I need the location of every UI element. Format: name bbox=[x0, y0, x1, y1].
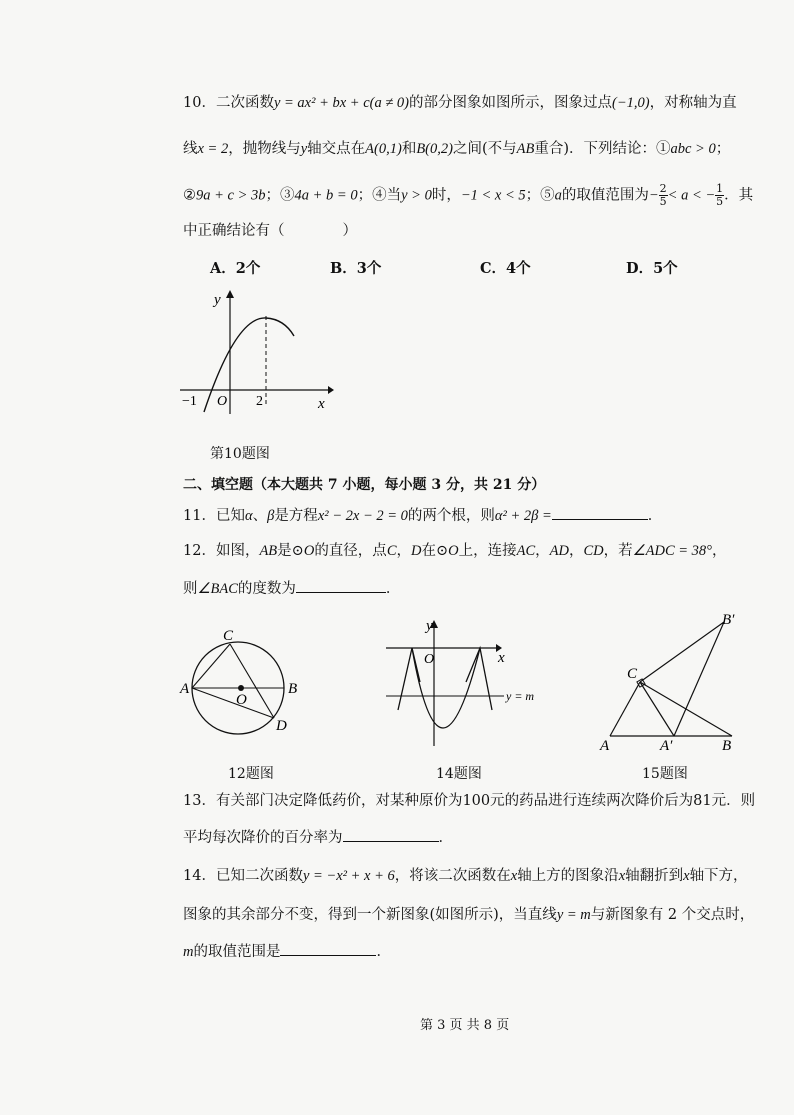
q12-var: CD bbox=[583, 543, 604, 559]
q11-equation: x² − 2x − 2 = 0 bbox=[317, 508, 408, 524]
side-ca-prime bbox=[640, 682, 674, 736]
q11-alpha: α bbox=[244, 508, 253, 524]
parabola-curve bbox=[412, 648, 480, 728]
q12-var: D bbox=[410, 543, 422, 559]
fraction-2-5 bbox=[659, 183, 668, 208]
q10-text: ．其 bbox=[724, 187, 754, 204]
label-a: A bbox=[600, 738, 610, 754]
figure-14-caption: 14题图 bbox=[436, 766, 482, 782]
q10-conclusion-2: 9a + c > 3b bbox=[196, 187, 266, 204]
q12-text: 的度数为 bbox=[237, 581, 296, 597]
q10-line-3 bbox=[183, 183, 753, 208]
q12-answer-blank[interactable] bbox=[296, 578, 386, 593]
q12-text: ． bbox=[385, 581, 401, 597]
q14-line-3 bbox=[183, 941, 391, 962]
q10-condition: y > 0 bbox=[401, 187, 432, 204]
q10-line-1 bbox=[183, 93, 737, 113]
q12-var: C bbox=[386, 543, 397, 559]
q10-minus: − bbox=[648, 187, 659, 204]
q12-var: O bbox=[303, 543, 315, 559]
q12-text: 上，连接 bbox=[458, 543, 517, 559]
figure-15-caption: 15题图 bbox=[642, 766, 688, 782]
choice-d: D．5个 bbox=[626, 260, 678, 277]
q10-text: 10．二次函数 bbox=[183, 95, 274, 111]
y-label: y bbox=[426, 618, 433, 634]
q10-inequality: < a < − bbox=[667, 187, 716, 204]
q12-text: 12．如图， bbox=[183, 543, 260, 559]
fraction-den: 5 bbox=[716, 195, 724, 208]
q12-text: ， bbox=[396, 543, 411, 559]
q10-text: 轴交点在 bbox=[307, 141, 366, 157]
x-label: x bbox=[498, 650, 505, 666]
q12-var: O bbox=[448, 543, 459, 559]
q14-text: 的取值范围是 bbox=[193, 944, 281, 960]
q12-line-1 bbox=[183, 541, 726, 561]
q13-line-1: 13．有关部门决定降低药价，对某种原价为100元的药品进行连续两次降价后为81元．则 bbox=[183, 793, 756, 809]
q14-text: ． bbox=[376, 944, 391, 960]
label-b: B bbox=[722, 738, 732, 754]
q14-answer-blank[interactable] bbox=[280, 941, 376, 956]
q14-function: y = −x² + x + 6 bbox=[302, 868, 395, 884]
q12-var: AD bbox=[549, 543, 569, 559]
q12-var: AB bbox=[259, 543, 278, 559]
q14-text: 图象的其余部分不变，得到一个新图象(如图所示)，当直线 bbox=[183, 907, 557, 923]
q14-text: 14．已知二次函数 bbox=[183, 868, 303, 884]
q13-line-2 bbox=[183, 827, 453, 848]
figure-12-caption: 12题图 bbox=[228, 766, 274, 782]
q14-line-2 bbox=[183, 905, 754, 925]
label-b: B bbox=[288, 681, 298, 697]
tick-minus-one: −1 bbox=[182, 394, 197, 409]
x-arrow-icon bbox=[328, 386, 334, 394]
label-b-prime: B′ bbox=[722, 612, 735, 628]
q10-text: ，对称轴为直 bbox=[649, 95, 737, 111]
center-point bbox=[238, 685, 244, 691]
q12-angle: ∠BAC bbox=[197, 581, 238, 597]
q14-text: 轴翻折到 bbox=[625, 868, 684, 884]
origin-label: O bbox=[217, 394, 228, 409]
q11-expression: α² + 2β = bbox=[494, 508, 552, 524]
q10-text: ； bbox=[715, 141, 731, 157]
figure-10 bbox=[178, 286, 338, 416]
q11-text: ． bbox=[647, 508, 663, 524]
q10-text: 时， bbox=[431, 187, 461, 204]
q14-text: 轴上方的图象沿 bbox=[517, 868, 619, 884]
origin-label: O bbox=[424, 652, 435, 667]
figure-12 bbox=[178, 622, 318, 742]
fraction-1-5 bbox=[715, 183, 724, 208]
q10-line-4: 中正确结论有（ ） bbox=[183, 223, 357, 239]
x-label: x bbox=[318, 396, 325, 412]
q10-text: 的取值范围为 bbox=[561, 187, 649, 204]
q14-var: x bbox=[618, 868, 626, 884]
label-a-prime: A′ bbox=[660, 738, 673, 754]
choice-b: B．3个 bbox=[330, 260, 382, 277]
y-label: y bbox=[214, 292, 221, 308]
line-label: y = m bbox=[506, 689, 535, 703]
tick-two: 2 bbox=[256, 394, 263, 409]
label-a: A bbox=[180, 681, 190, 697]
q10-function: y = ax² + bx + c(a ≠ 0) bbox=[273, 95, 410, 111]
q10-point-a: A(0,1) bbox=[365, 141, 402, 157]
side-a-prime-b-prime bbox=[674, 622, 724, 736]
q12-var: AC bbox=[516, 543, 536, 559]
figure-14 bbox=[380, 618, 540, 748]
q12-angle: ∠ADC = 38° bbox=[632, 543, 712, 559]
q10-text: 线 bbox=[183, 141, 198, 157]
q11-beta: β bbox=[267, 508, 275, 524]
chord-ad bbox=[192, 688, 274, 718]
q11-text: 11．已知 bbox=[183, 508, 245, 524]
q14-line-eq: y = m bbox=[556, 907, 591, 923]
choice-a: A．2个 bbox=[210, 260, 261, 277]
q13-answer-blank[interactable] bbox=[343, 827, 439, 842]
q10-axis-eq: x = 2 bbox=[197, 141, 229, 157]
q10-text: ；⑤ bbox=[525, 187, 555, 204]
q10-point: (−1,0) bbox=[612, 95, 650, 111]
y-arrow-icon bbox=[226, 290, 234, 298]
q10-conclusion-1: abc > 0 bbox=[670, 141, 716, 157]
q12-text: 在⊙ bbox=[421, 543, 449, 559]
q14-text: 轴下方， bbox=[689, 868, 748, 884]
q10-text: ② bbox=[183, 187, 196, 204]
q10-text: ，抛物线与 bbox=[228, 141, 301, 157]
fraction-num: 1 bbox=[716, 182, 724, 195]
q12-line-2 bbox=[183, 578, 400, 599]
q10-line-2 bbox=[183, 139, 730, 159]
q11-line bbox=[183, 505, 662, 526]
q12-text: ， bbox=[568, 543, 584, 559]
q12-text: 是⊙ bbox=[277, 543, 304, 559]
q10-text: 和 bbox=[401, 141, 417, 157]
q12-text: ， bbox=[535, 543, 550, 559]
q13-text: 平均每次降价的百分率为 bbox=[183, 830, 343, 846]
q12-text: 则 bbox=[183, 581, 198, 597]
label-d: D bbox=[276, 718, 287, 734]
q10-text: ；③ bbox=[265, 187, 295, 204]
q10-conclusion-3: 4a + b = 0 bbox=[294, 187, 358, 204]
side-ac bbox=[610, 682, 640, 736]
label-c: C bbox=[627, 666, 638, 682]
left-branch bbox=[398, 648, 420, 710]
fraction-den: 5 bbox=[659, 195, 667, 208]
figure-10-caption: 第10题图 bbox=[210, 446, 270, 462]
q14-text: 与新图象有 2 个交点时， bbox=[590, 907, 755, 923]
q11-text: 是方程 bbox=[274, 508, 318, 524]
right-branch bbox=[466, 648, 492, 710]
q10-text: 重合)．下列结论：① bbox=[534, 141, 671, 157]
q11-text: 的两个根，则 bbox=[407, 508, 495, 524]
q10-text: 的部分图象如图所示，图象过点 bbox=[409, 95, 613, 111]
section-heading: 二、填空题（本大题共 7 小题，每小题 3 分，共 21 分） bbox=[183, 477, 546, 493]
q11-text: 、 bbox=[252, 508, 268, 524]
label-o: O bbox=[236, 692, 247, 708]
q10-var: a bbox=[554, 187, 562, 204]
q10-segment: AB bbox=[516, 141, 535, 157]
choice-c: C．4个 bbox=[480, 260, 531, 277]
q10-var: y bbox=[300, 141, 308, 157]
q10-conclusion-4: −1 < x < 5 bbox=[460, 187, 526, 204]
q14-var: x bbox=[683, 868, 690, 884]
q11-answer-blank[interactable] bbox=[552, 505, 648, 520]
q12-text: ，若 bbox=[603, 543, 633, 559]
fraction-num: 2 bbox=[659, 182, 667, 195]
figure-15 bbox=[596, 610, 766, 754]
q10-text: 之间(不与 bbox=[452, 141, 517, 157]
label-c: C bbox=[223, 628, 234, 644]
q10-text: ；④当 bbox=[357, 187, 402, 204]
q14-line-1 bbox=[183, 866, 748, 886]
q14-var: m bbox=[183, 944, 194, 960]
q10-point-b: B(0,2) bbox=[416, 141, 453, 157]
page-footer: 第 3 页 共 8 页 bbox=[420, 1018, 510, 1033]
q12-text: ， bbox=[711, 543, 727, 559]
q13-text: ． bbox=[438, 830, 453, 846]
q14-text: ，将该二次函数在 bbox=[394, 868, 511, 884]
q12-text: 的直径，点 bbox=[314, 543, 387, 559]
q14-var: x bbox=[510, 868, 518, 884]
